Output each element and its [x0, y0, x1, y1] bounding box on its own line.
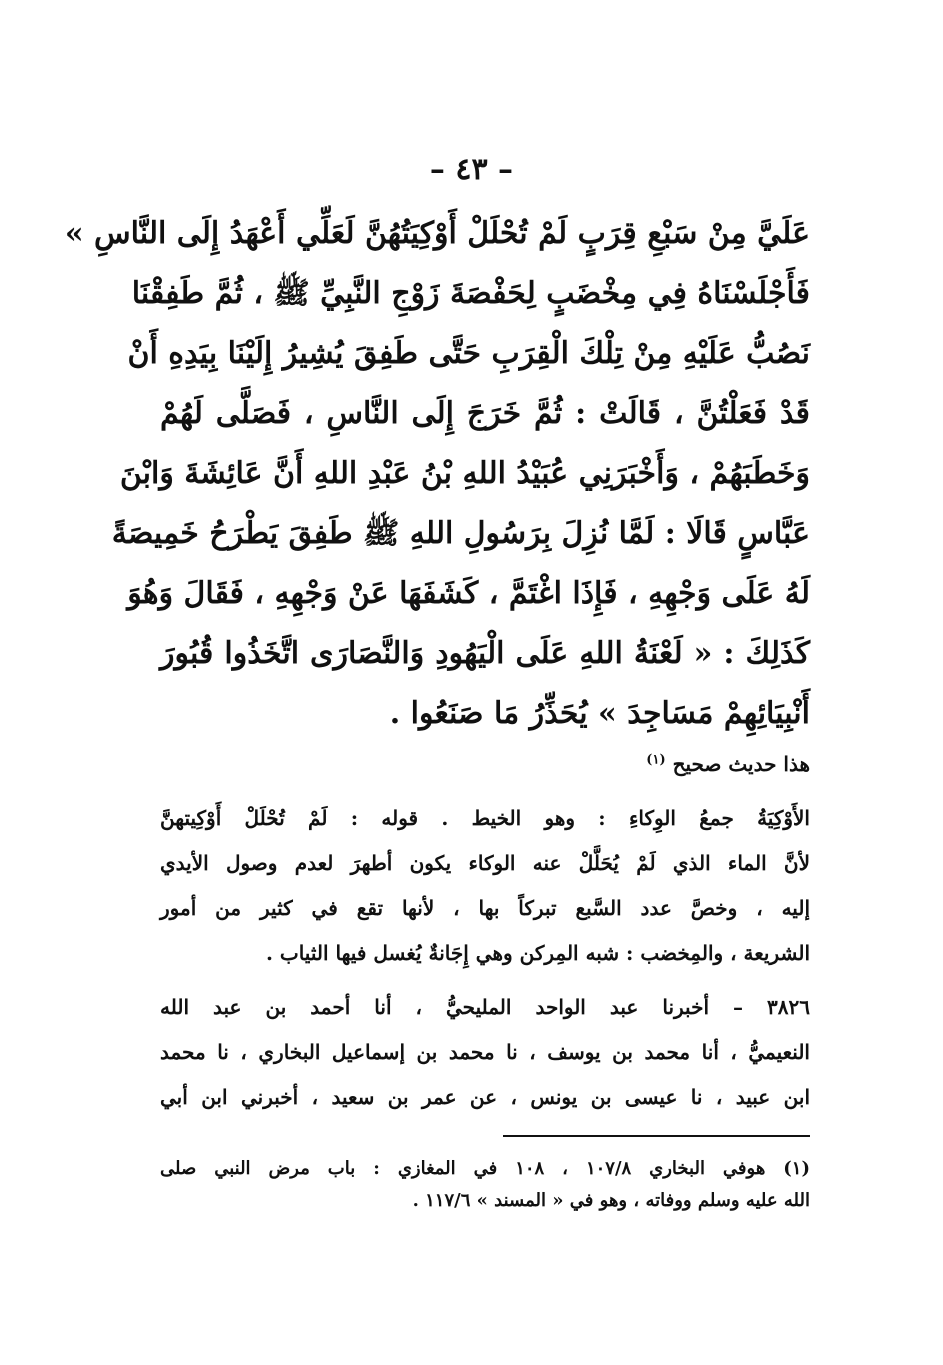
footnote-line: الله عليه وسلم ووفاته ، وهو في « المسند » ١١٧/٦ .	[412, 1190, 810, 1211]
next-hadith-chain	[160, 985, 810, 1120]
hadith-line: قَدْ فَعَلْتُنَّ ، قَالَتْ : ثُمَّ خَرَجَ إِلَى النَّاسِ ، فَصَلَّى لَهُمْ	[160, 396, 810, 431]
hadith-line: عَلَيَّ مِنْ سَبْعِ قِرَبٍ لَمْ تُحْلَلْ أَوْكِيَتُهُنَّ لَعَلِّي أَعْهَدُ إِلَى النَّاسِ »	[64, 216, 810, 251]
hadith-line: فَأَجْلَسْنَاهُ فِي مِخْضَبٍ لِحَفْصَةَ زَوْجِ النَّبِيِّ ﷺ ، ثُمَّ طَفِقْنَا	[131, 276, 810, 311]
hadith-line: لَهُ عَلَى وَجْهِهِ ، فَإِذَا اغْتَمَّ ، كَشَفَهَا عَنْ وَجْهِهِ ، فَقَالَ وَهُوَ	[127, 576, 810, 611]
hadith-text	[64, 204, 810, 744]
page-number: – ٤٣ –	[429, 152, 514, 187]
chain-line: النعيميُّ ، أنا محمد بن يوسف ، نا محمد بن إسماعيل البخاري ، نا محمد	[160, 1040, 810, 1064]
footnote-line: (١) هوفي البخاري ١٠٧/٨ ، ١٠٨ في المغازي : باب مرض النبي صلى	[160, 1158, 810, 1179]
commentary	[160, 796, 810, 976]
chain-line: ابن عبيد ، نا عيسى بن يونس ، عن عمر بن سعيد ، أخبرني ابن أبي	[160, 1085, 810, 1109]
hadith-grading	[160, 752, 810, 776]
footnote	[160, 1153, 810, 1217]
commentary-line: إليه ، وخصَّ عدد السَّبع تبركاً بها ، لأنها تقع في كثير من أمور	[160, 896, 810, 920]
hadith-line: وَخَطَبَهُمْ ، وَأَخْبَرَنِي عُبَيْدُ اللهِ بْنُ عَبْدِ اللهِ أَنَّ عَائِشَةَ وَابْنَ	[119, 456, 810, 491]
hadith-line: عَبَّاسٍ قَالَا : لَمَّا نُزِلَ بِرَسُولِ اللهِ ﷺ طَفِقَ يَطْرَحُ خَمِيصَةً	[111, 516, 810, 551]
grading-text: هذا حديث صحيح	[672, 752, 810, 776]
commentary-line: الأَوْكِيَةُ جمعُ الوِكاءِ : وهو الخيط . قوله : لَمْ تُحْلَلْ أَوْكِيتهنَّ	[160, 806, 810, 830]
footnote-reference: (١)	[646, 752, 666, 768]
chain-line: ٣٨٢٦ – أخبرنا عبد الواحد المليحيُّ ، أنا أحمد بن عبد الله	[160, 995, 810, 1019]
footnote-divider	[503, 1135, 810, 1137]
hadith-line: أَنْبِيَائِهِمْ مَسَاجِدَ » يُحَذِّرُ مَا صَنَعُوا .	[389, 696, 810, 731]
commentary-line: لأنَّ الماء الذي لَمْ يُحَلَّلْ عنه الوكاء يكون أطهرَ لعدم وصول الأيدي	[160, 851, 810, 875]
hadith-line: كَذَلِكَ : « لَعْنَةُ اللهِ عَلَى الْيَهُودِ وَالنَّصَارَى اتَّخَذُوا قُبُورَ	[160, 636, 810, 671]
hadith-line: نَصُبُّ عَلَيْهِ مِنْ تِلْكَ الْقِرَبِ حَتَّى طَفِقَ يُشِيرُ إِلَيْنَا بِيَدِهِ أَنْ	[127, 336, 810, 371]
commentary-line: الشريعة ، والمِخضب : شبه المِركن وهي إِجَانةٌ يُغسل فيها الثياب .	[265, 941, 810, 965]
